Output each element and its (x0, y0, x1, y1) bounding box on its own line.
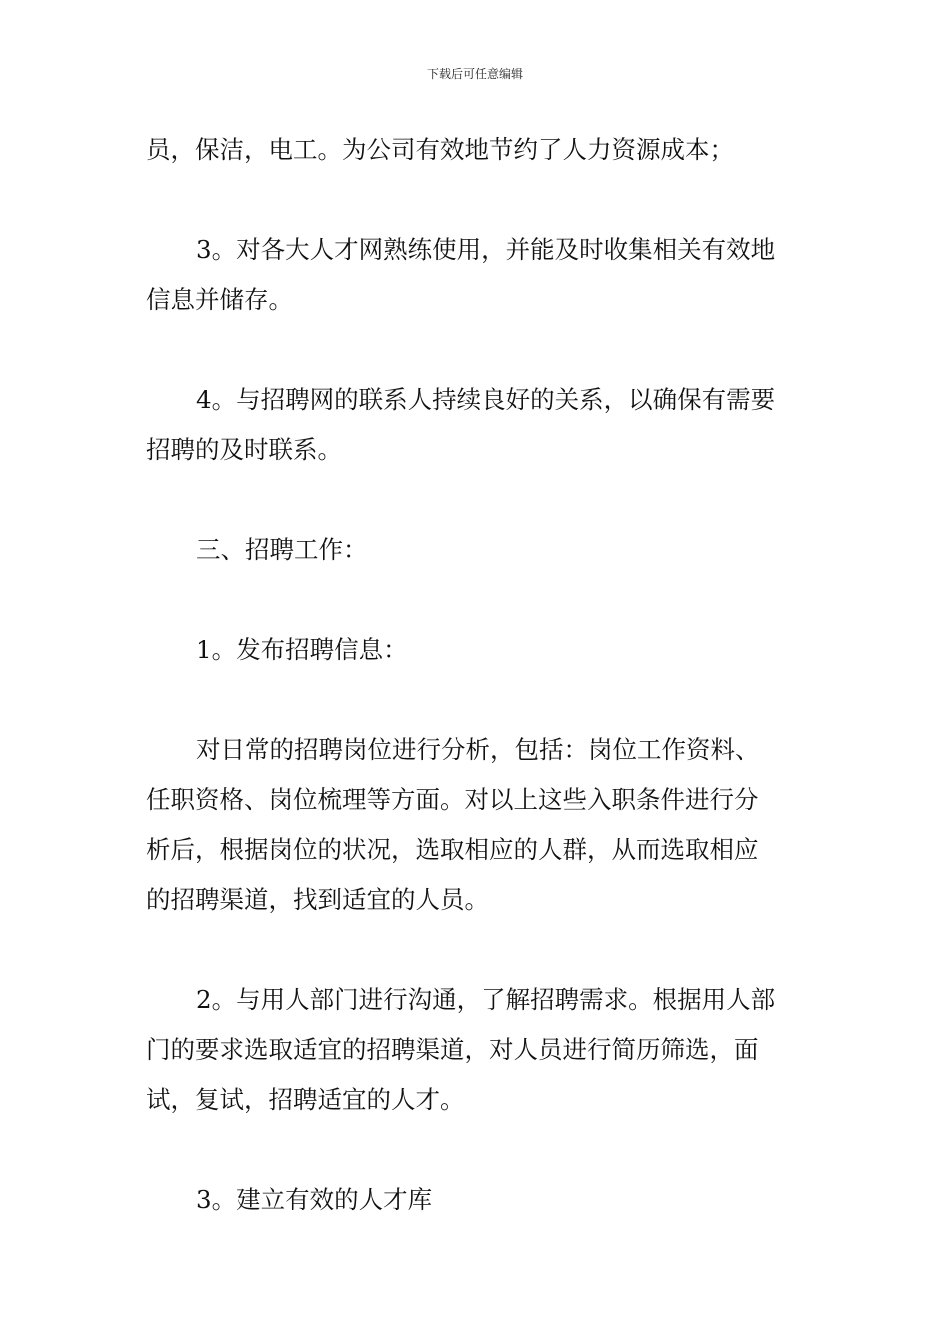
paragraph-gap (146, 675, 814, 725)
document-body (146, 125, 814, 1225)
text-line: 门的要求选取适宜的招聘渠道，对人员进行简历筛选，面 (146, 1035, 759, 1064)
paragraph-gap (146, 175, 814, 225)
paragraph-gap (146, 325, 814, 375)
text-line: 3。对各大人才网熟练使用，并能及时收集相关有效地 (196, 235, 776, 264)
text-line: 信息并储存。 (146, 285, 293, 314)
paragraph-gap (146, 1125, 814, 1175)
subsection-heading: 3。建立有效的人才库 (196, 1185, 433, 1214)
text-line: 员，保洁，电工。为公司有效地节约了人力资源成本； (146, 135, 734, 164)
paragraph-gap (146, 575, 814, 625)
text-line: 2。与用人部门进行沟通，了解招聘需求。根据用人部 (196, 985, 776, 1014)
text-line: 任职资格、岗位梳理等方面。对以上这些入职条件进行分 (146, 785, 759, 814)
page-header-note: 下载后可任意编辑 (426, 67, 523, 81)
text-line: 的招聘渠道，找到适宜的人员。 (146, 885, 489, 914)
paragraph-gap (146, 925, 814, 975)
text-line: 4。与招聘网的联系人持续良好的关系，以确保有需要 (196, 385, 776, 414)
text-line: 析后，根据岗位的状况，选取相应的人群，从而选取相应 (146, 835, 759, 864)
section-heading: 三、招聘工作： (196, 535, 368, 564)
text-line: 对日常的招聘岗位进行分析，包括：岗位工作资料、 (196, 735, 760, 764)
paragraph-gap (146, 475, 814, 525)
text-line: 试，复试，招聘适宜的人才。 (146, 1085, 465, 1114)
subsection-heading: 1。发布招聘信息： (196, 635, 408, 664)
text-line: 招聘的及时联系。 (146, 435, 342, 464)
